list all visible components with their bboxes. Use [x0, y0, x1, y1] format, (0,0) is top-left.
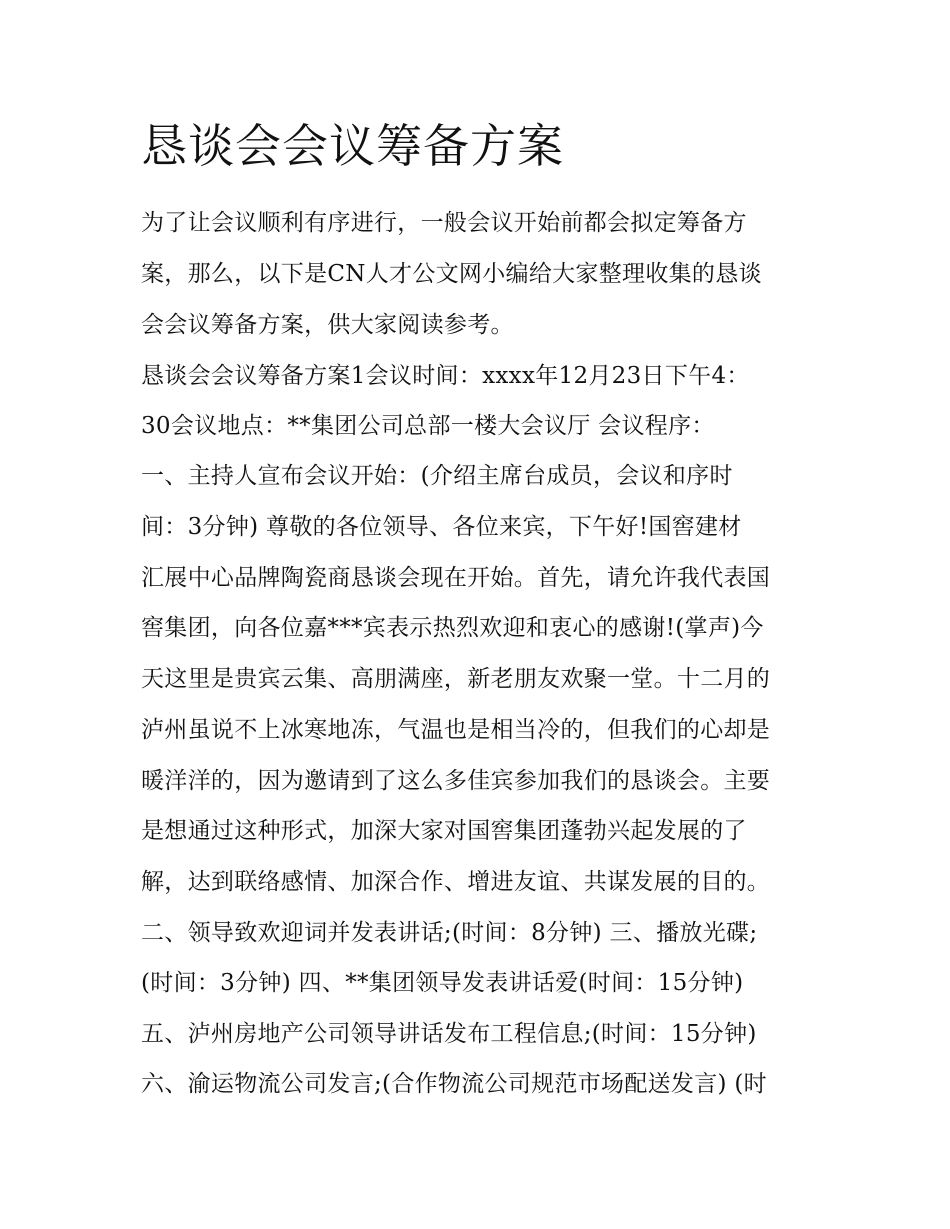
body-line-14: 解，达到联络感情、加深合作、增进友谊、共谋发展的目的。 [141, 869, 771, 895]
body-line-4: 恳谈会会议筹备方案1会议时间：xxxx年12月23日下午4： [141, 363, 750, 389]
body-line-1: 为了让会议顺利有序进行，一般会议开始前都会拟定筹备方 [141, 210, 747, 236]
body-line-3: 会会议筹备方案，供大家阅读参考。 [141, 312, 514, 338]
body-line-18: 六、渝运物流公司发言;(合作物流公司规范市场配送发言) (时 [141, 1071, 767, 1097]
body-line-12: 暖洋洋的，因为邀请到了这么多佳宾参加我们的恳谈会。主要 [141, 768, 771, 794]
body-line-5: 30会议地点：**集团公司总部一楼大会议厅 会议程序： [141, 413, 715, 439]
document-title: 恳谈会会议筹备方案 [141, 119, 564, 173]
body-line-17: 五、泸州房地产公司领导讲话发布工程信息;(时间：15分钟) [141, 1021, 757, 1047]
body-line-8: 汇展中心品牌陶瓷商恳谈会现在开始。首先，请允许我代表国 [141, 565, 771, 591]
body-line-13: 是想通过这种形式，加深大家对国窖集团蓬勃兴起发展的了 [141, 818, 747, 844]
body-line-10: 天这里是贵宾云集、高朋满座，新老朋友欢聚一堂。十二月的 [141, 666, 771, 692]
body-line-2: 案，那么，以下是CN人才公文网小编给大家整理收集的恳谈 [141, 261, 762, 287]
body-line-16: (时间：3分钟) 四、**集团领导发表讲话爱(时间：15分钟) [141, 970, 744, 996]
body-line-9: 窖集团，向各位嘉***宾表示热烈欢迎和衷心的感谢!(掌声)今 [141, 615, 764, 641]
body-line-6: 一、主持人宣布会议开始：(介绍主席台成员，会议和序时 [141, 463, 733, 489]
body-line-7: 间：3分钟) 尊敬的各位领导、各位来宾，下午好!国窖建材 [141, 514, 742, 540]
body-line-11: 泸州虽说不上冰寒地冻，气温也是相当冷的，但我们的心却是 [141, 717, 771, 743]
body-line-15: 二、领导致欢迎词并发表讲话;(时间：8分钟) 三、播放光碟; [141, 920, 758, 946]
